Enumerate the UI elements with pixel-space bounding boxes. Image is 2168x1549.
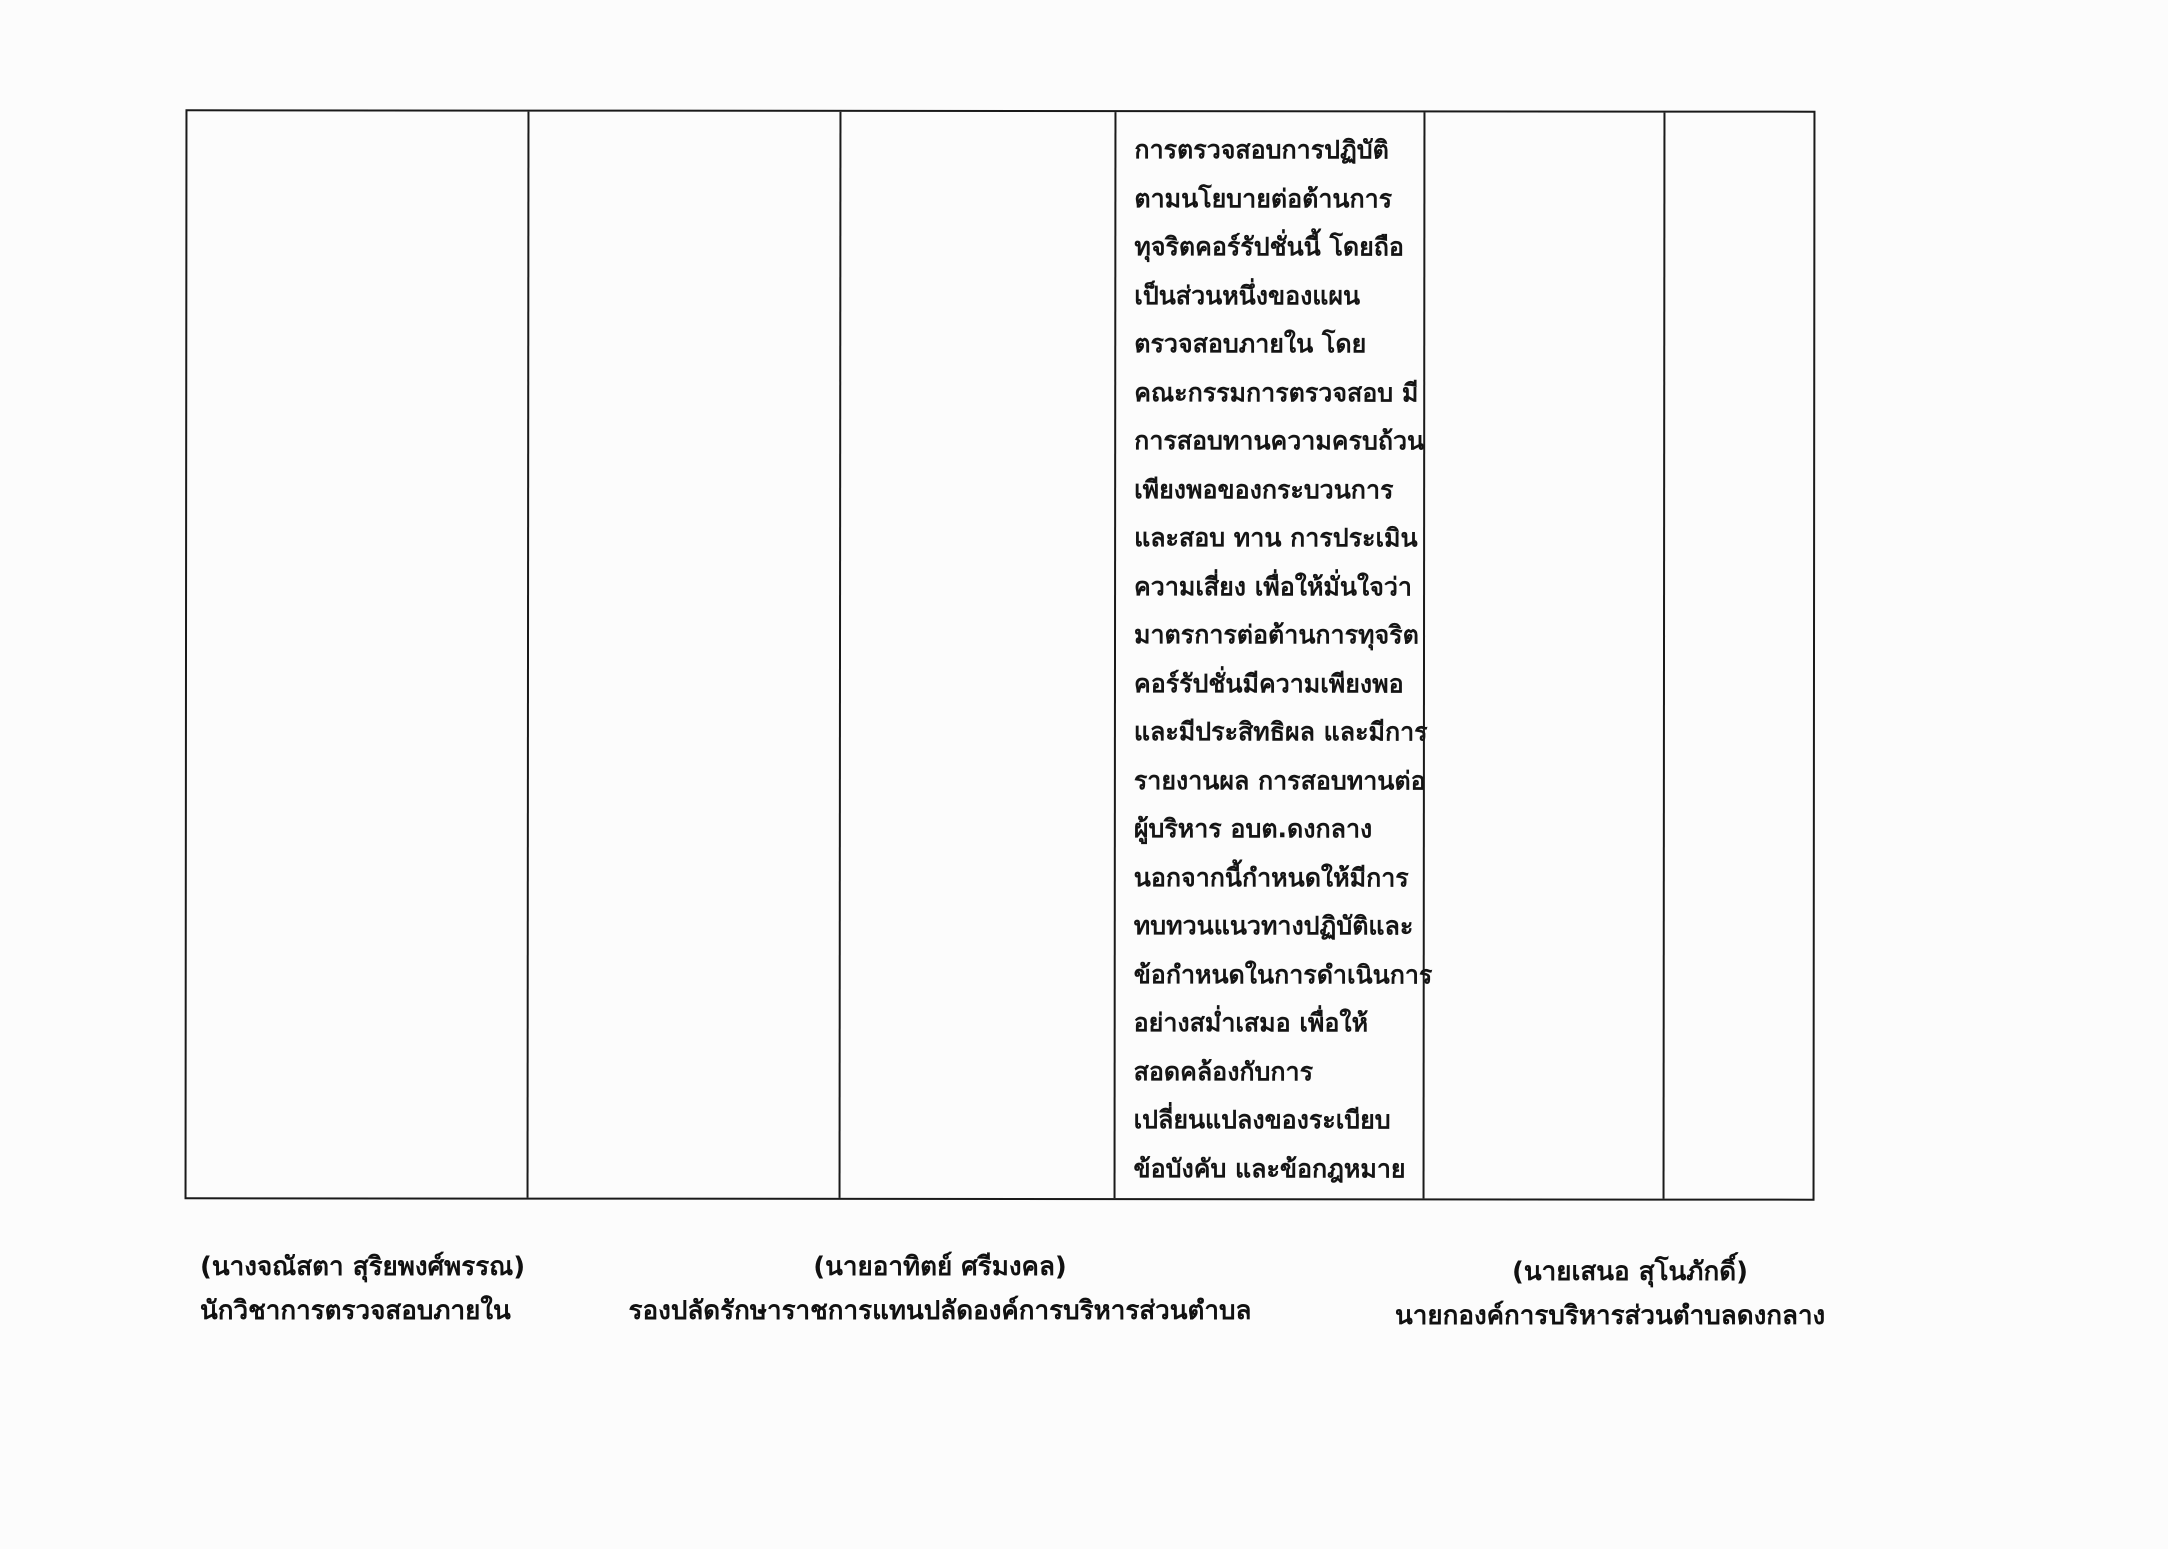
cell-text-line: ความเสี่ยง เพื่อให้มั่นใจว่า (1134, 571, 1412, 601)
signature-block-mayor (1395, 1250, 1825, 1338)
signature-block-deputy-clerk (620, 1245, 1260, 1333)
cell-text-line: ผู้บริหาร อบต.ดงกลาง (1133, 814, 1373, 844)
table-column-divider (1114, 112, 1117, 1198)
signature-block-auditor (200, 1245, 525, 1333)
cell-text-line: และสอบ ทาน การประเมิน (1134, 523, 1418, 553)
table-cell-policy-text (1133, 126, 1433, 1193)
cell-text-line: ทบทวนแนวทางปฏิบัติและ (1133, 911, 1414, 941)
signatory-title: รองปลัดรักษาราชการแทนปลัดองค์การบริหารส่วนตำบล (628, 1296, 1252, 1326)
cell-text-line: เพียงพอของกระบวนการ (1134, 474, 1394, 504)
cell-text-line: ข้อกำหนดในการดำเนินการ (1133, 959, 1433, 989)
signatory-name: (นายเสนอ สุโนภักดิ์) (1512, 1257, 1748, 1287)
table-column-divider (1663, 113, 1666, 1199)
cell-text-line: คอร์รัปชั่นมีความเพียงพอ (1133, 668, 1404, 698)
cell-text-line: เปลี่ยนแปลงของระเบียบ (1133, 1105, 1391, 1135)
cell-text-line: ทุจริตคอร์รัปชั่นนี้ โดยถือ (1134, 232, 1404, 262)
cell-text-line: มาตรการต่อต้านการทุจริต (1134, 620, 1419, 650)
table-column-divider (839, 112, 842, 1198)
cell-text-line: ตรวจสอบภายใน โดย (1134, 329, 1367, 359)
cell-text-line: ตามนโยบายต่อต้านการ (1134, 183, 1393, 213)
signatory-name: (นางจณัสตา สุริยพงศ์พรรณ) (200, 1252, 526, 1282)
cell-text-line: เป็นส่วนหนึ่งของแผน (1134, 280, 1361, 310)
cell-text-line: อย่างสม่ำเสมอ เพื่อให้ (1133, 1008, 1369, 1038)
cell-text-line: นอกจากนี้กำหนดให้มีการ (1133, 862, 1409, 892)
cell-text-line: การสอบทานความครบถ้วน (1134, 426, 1425, 456)
signatory-name: (นายอาทิตย์ ศรีมงคล) (813, 1252, 1067, 1282)
cell-text-line: และมีประสิทธิผล และมีการ (1133, 717, 1428, 747)
cell-text-line: ข้อบังคับ และข้อกฎหมาย (1133, 1153, 1406, 1183)
signatory-title: นายกองค์การบริหารส่วนตำบลดงกลาง (1395, 1301, 1826, 1331)
table-column-divider (527, 112, 530, 1198)
policy-table (185, 109, 1816, 1200)
cell-text-line: สอดคล้องกับการ (1133, 1056, 1314, 1086)
signatory-title: นักวิชาการตรวจสอบภายใน (200, 1296, 511, 1326)
cell-text-line: การตรวจสอบการปฏิบัติ (1134, 135, 1389, 165)
cell-text-line: รายงานผล การสอบทานต่อ (1133, 765, 1426, 795)
cell-text-line: คณะกรรมการตรวจสอบ มี (1134, 377, 1419, 407)
